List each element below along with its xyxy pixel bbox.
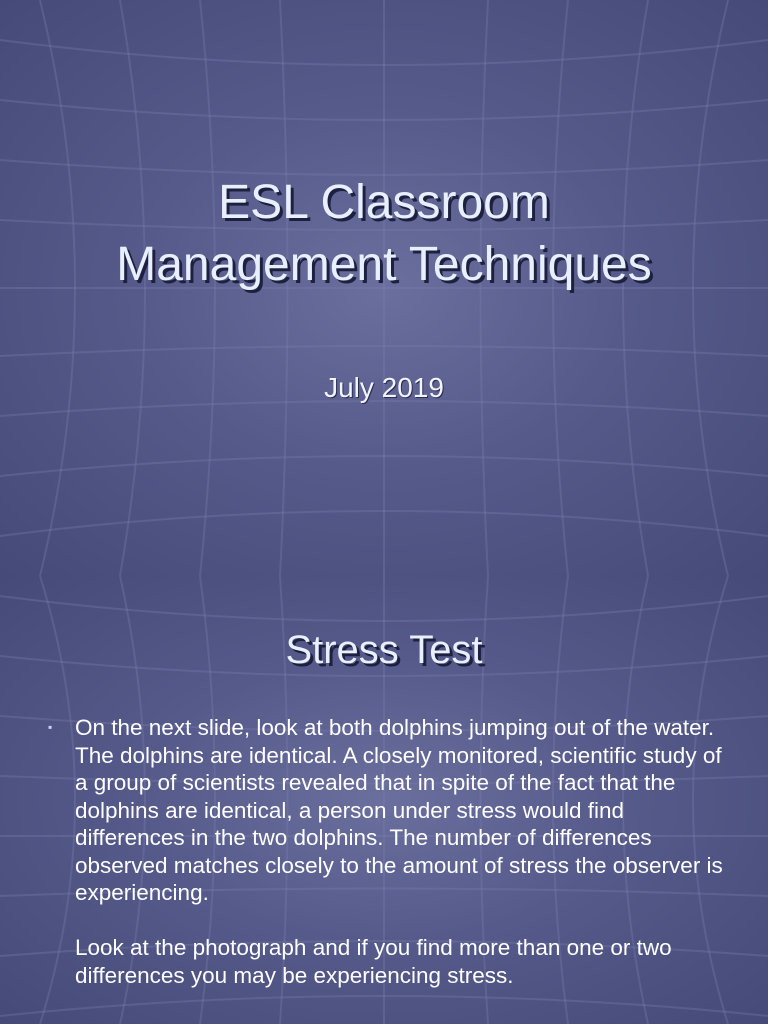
- stress-test-slide: [0, 576, 768, 1024]
- paragraph-2: Look at the photograph and if you find more than one or two differences you may be experiencing stress.: [75, 935, 672, 988]
- paragraph-1: On the next slide, look at both dolphins jumping out of the water. The dolphins are identical. A closely monitored, scientific study of a group of scientists revealed that in spite of the fact that the dolphins are identical, a person under stress would find differences in the two dolphins. The number of differences observed matches closely to the amount of stress the observer is experiencing.: [75, 715, 723, 905]
- title-line-2: Management Techniques: [116, 238, 652, 291]
- slide-title: [0, 172, 768, 296]
- square-bullet-icon: ▪: [48, 720, 53, 734]
- slide-subtitle: July 2019: [324, 372, 444, 403]
- title-line-1: ESL Classroom: [218, 176, 550, 229]
- bullet-item: [48, 714, 728, 1017]
- slide-body: [48, 714, 728, 1017]
- bullet-content: [75, 714, 728, 1017]
- slide-title: Stress Test: [285, 628, 483, 672]
